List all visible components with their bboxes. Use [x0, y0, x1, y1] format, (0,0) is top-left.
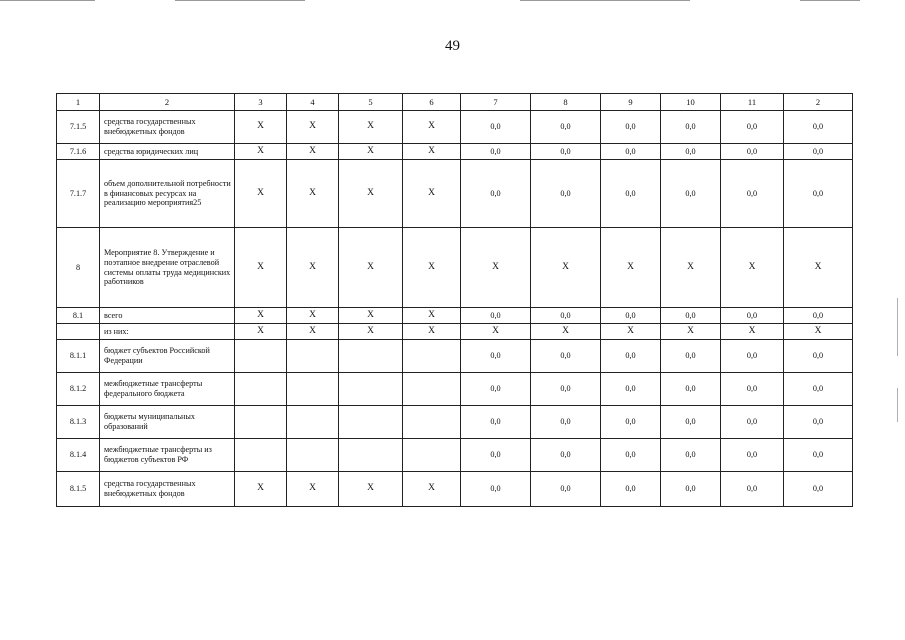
scan-line-top-right	[520, 0, 690, 1]
value-cell	[287, 373, 339, 406]
value-cell: 0,0	[661, 308, 721, 324]
table-row	[57, 340, 853, 373]
value-cell: X	[784, 324, 853, 340]
value-cell: X	[287, 308, 339, 324]
value-cell: X	[339, 144, 403, 160]
row-description: объем дополнительной потребности в финансовых ресурсах на реализацию мероприятия25	[100, 160, 235, 228]
value-cell: X	[235, 308, 287, 324]
value-cell: X	[531, 228, 601, 308]
value-cell: 0,0	[784, 144, 853, 160]
value-cell: 0,0	[784, 308, 853, 324]
column-header-8: 8	[531, 94, 601, 111]
column-header-4: 4	[287, 94, 339, 111]
value-cell: 0,0	[721, 439, 784, 472]
table-row	[57, 228, 853, 308]
value-cell: X	[721, 228, 784, 308]
value-cell: X	[287, 472, 339, 507]
value-cell	[287, 340, 339, 373]
value-cell	[403, 340, 461, 373]
value-cell: X	[287, 144, 339, 160]
column-header-11: 11	[721, 94, 784, 111]
value-cell: X	[403, 308, 461, 324]
value-cell: X	[235, 324, 287, 340]
column-header-2: 2	[100, 94, 235, 111]
value-cell: X	[235, 228, 287, 308]
scan-line-top-center	[175, 0, 305, 1]
value-cell: 0,0	[531, 340, 601, 373]
scan-edge-mark-lower	[897, 388, 898, 422]
row-description: из них:	[100, 324, 235, 340]
value-cell: 0,0	[784, 472, 853, 507]
value-cell: X	[235, 160, 287, 228]
value-cell: 0,0	[531, 144, 601, 160]
value-cell	[235, 439, 287, 472]
value-cell: X	[403, 324, 461, 340]
row-description: средства государственных внебюджетных фондов	[100, 111, 235, 144]
column-header-3: 3	[235, 94, 287, 111]
value-cell	[403, 373, 461, 406]
row-number: 8.1.3	[57, 406, 100, 439]
value-cell: 0,0	[531, 111, 601, 144]
value-cell: 0,0	[784, 111, 853, 144]
value-cell: X	[661, 324, 721, 340]
row-number: 8.1.1	[57, 340, 100, 373]
value-cell: X	[339, 308, 403, 324]
scan-edge-mark-upper	[897, 298, 898, 356]
value-cell: 0,0	[461, 406, 531, 439]
value-cell	[403, 406, 461, 439]
value-cell: 0,0	[461, 160, 531, 228]
value-cell: X	[339, 111, 403, 144]
row-description: всего	[100, 308, 235, 324]
column-header-6: 6	[403, 94, 461, 111]
value-cell: 0,0	[721, 160, 784, 228]
row-description: межбюджетные трансферты из бюджетов субъектов РФ	[100, 439, 235, 472]
value-cell: 0,0	[661, 406, 721, 439]
value-cell: 0,0	[531, 472, 601, 507]
value-cell: 0,0	[601, 439, 661, 472]
column-header-1: 1	[57, 94, 100, 111]
value-cell: X	[403, 228, 461, 308]
value-cell	[235, 340, 287, 373]
value-cell: 0,0	[601, 373, 661, 406]
value-cell: 0,0	[461, 308, 531, 324]
value-cell: 0,0	[461, 439, 531, 472]
value-cell: 0,0	[531, 308, 601, 324]
value-cell: 0,0	[531, 406, 601, 439]
value-cell: X	[601, 228, 661, 308]
budget-table	[56, 93, 853, 507]
value-cell: 0,0	[784, 340, 853, 373]
value-cell: X	[287, 324, 339, 340]
row-number: 8	[57, 228, 100, 308]
row-number: 7.1.7	[57, 160, 100, 228]
value-cell: X	[339, 160, 403, 228]
row-number: 8.1.5	[57, 472, 100, 507]
row-number: 8.1.4	[57, 439, 100, 472]
table-row	[57, 472, 853, 507]
value-cell: X	[403, 160, 461, 228]
table-row	[57, 308, 853, 324]
value-cell	[403, 439, 461, 472]
value-cell: 0,0	[661, 144, 721, 160]
row-number: 7.1.5	[57, 111, 100, 144]
value-cell: 0,0	[721, 373, 784, 406]
table-header-row	[57, 94, 853, 111]
page-number: 49	[445, 38, 460, 54]
value-cell: 0,0	[601, 472, 661, 507]
value-cell: 0,0	[601, 340, 661, 373]
value-cell	[339, 439, 403, 472]
value-cell: 0,0	[784, 406, 853, 439]
value-cell: 0,0	[531, 439, 601, 472]
value-cell: 0,0	[601, 308, 661, 324]
value-cell: 0,0	[721, 406, 784, 439]
value-cell: X	[287, 160, 339, 228]
scan-line-top-far-right	[800, 0, 860, 1]
value-cell: 0,0	[461, 111, 531, 144]
row-number	[57, 324, 100, 340]
row-description: бюджеты муниципальных образований	[100, 406, 235, 439]
value-cell	[287, 406, 339, 439]
value-cell	[235, 373, 287, 406]
value-cell	[339, 406, 403, 439]
value-cell: 0,0	[461, 144, 531, 160]
value-cell	[287, 439, 339, 472]
value-cell: X	[784, 228, 853, 308]
value-cell: X	[461, 324, 531, 340]
value-cell: 0,0	[721, 340, 784, 373]
row-number: 8.1	[57, 308, 100, 324]
value-cell: X	[531, 324, 601, 340]
row-description: средства государственных внебюджетных фондов	[100, 472, 235, 507]
value-cell: 0,0	[784, 160, 853, 228]
value-cell: 0,0	[784, 373, 853, 406]
value-cell: X	[235, 144, 287, 160]
column-header-9: 9	[601, 94, 661, 111]
value-cell: X	[287, 228, 339, 308]
column-header-10: 10	[661, 94, 721, 111]
value-cell: 0,0	[531, 160, 601, 228]
table-row	[57, 373, 853, 406]
table-row	[57, 324, 853, 340]
row-description: Мероприятие 8. Утверждение и поэтапное внедрение отраслевой системы оплаты труда медицинских работников	[100, 228, 235, 308]
value-cell: 0,0	[601, 406, 661, 439]
row-description: средства юридических лиц	[100, 144, 235, 160]
value-cell: 0,0	[661, 160, 721, 228]
value-cell: X	[235, 111, 287, 144]
row-description: бюджет субъектов Российской Федерации	[100, 340, 235, 373]
value-cell: X	[403, 472, 461, 507]
table-row	[57, 160, 853, 228]
value-cell: X	[601, 324, 661, 340]
value-cell	[339, 340, 403, 373]
scan-line-top-left	[0, 0, 95, 1]
row-number: 7.1.6	[57, 144, 100, 160]
value-cell: 0,0	[531, 373, 601, 406]
table-row	[57, 439, 853, 472]
value-cell: 0,0	[721, 111, 784, 144]
value-cell: 0,0	[661, 373, 721, 406]
value-cell: X	[339, 324, 403, 340]
table-row	[57, 111, 853, 144]
value-cell: 0,0	[661, 472, 721, 507]
value-cell	[339, 373, 403, 406]
value-cell: 0,0	[784, 439, 853, 472]
row-number: 8.1.2	[57, 373, 100, 406]
value-cell: X	[339, 472, 403, 507]
column-header-12: 2	[784, 94, 853, 111]
value-cell: 0,0	[661, 439, 721, 472]
value-cell: X	[403, 144, 461, 160]
value-cell: 0,0	[661, 111, 721, 144]
value-cell: 0,0	[461, 472, 531, 507]
column-header-5: 5	[339, 94, 403, 111]
value-cell: 0,0	[721, 472, 784, 507]
value-cell: 0,0	[721, 308, 784, 324]
value-cell: X	[461, 228, 531, 308]
value-cell: 0,0	[601, 160, 661, 228]
row-description: межбюджетные трансферты федерального бюджета	[100, 373, 235, 406]
value-cell: 0,0	[721, 144, 784, 160]
value-cell: X	[339, 228, 403, 308]
value-cell	[235, 406, 287, 439]
value-cell: X	[661, 228, 721, 308]
value-cell: 0,0	[661, 340, 721, 373]
column-header-7: 7	[461, 94, 531, 111]
value-cell: X	[287, 111, 339, 144]
table-row	[57, 406, 853, 439]
value-cell: X	[235, 472, 287, 507]
value-cell: 0,0	[601, 111, 661, 144]
value-cell: 0,0	[601, 144, 661, 160]
value-cell: X	[721, 324, 784, 340]
table-row	[57, 144, 853, 160]
value-cell: 0,0	[461, 373, 531, 406]
value-cell: 0,0	[461, 340, 531, 373]
value-cell: X	[403, 111, 461, 144]
